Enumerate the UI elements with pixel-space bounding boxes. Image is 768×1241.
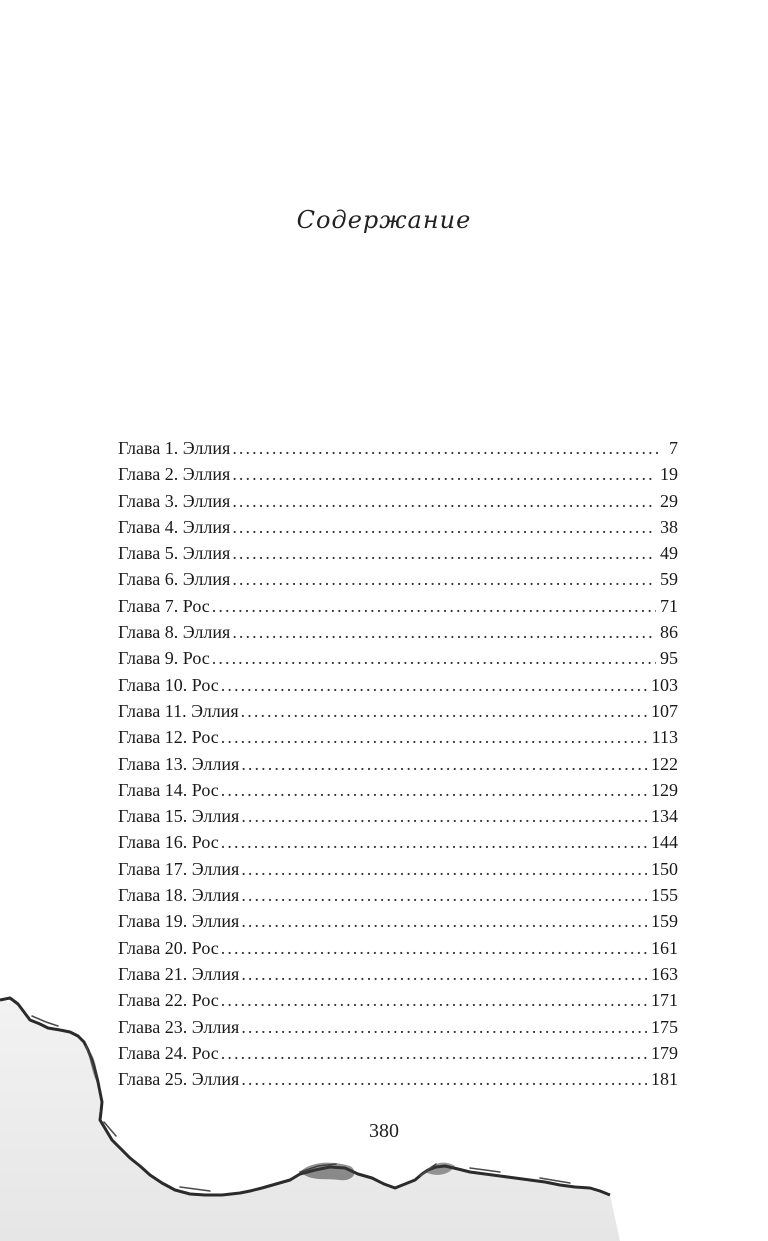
dot-leader: [241, 961, 647, 987]
toc-entry-label: Глава 17. Эллия: [118, 858, 240, 879]
toc-entry-page: 86: [660, 622, 678, 643]
dot-leader: [232, 619, 656, 645]
toc-entry: [118, 751, 678, 777]
dot-leader: [232, 514, 656, 540]
dot-leader: [232, 488, 656, 514]
toc-entry-page: 122: [651, 753, 678, 774]
toc-entry: [118, 645, 678, 671]
toc-entry-label: Глава 6. Эллия: [118, 569, 231, 590]
toc-entry: [118, 777, 678, 803]
dot-leader: [221, 935, 647, 961]
dot-leader: [241, 882, 647, 908]
toc-entry-page: 134: [651, 806, 678, 827]
toc-entry-page: 29: [660, 490, 678, 511]
toc-entry-page: 38: [660, 516, 678, 537]
toc-entry: [118, 514, 678, 540]
toc-entry-page: 155: [651, 885, 678, 906]
toc-entry-page: 150: [651, 858, 678, 879]
toc-entry-label: Глава 3. Эллия: [118, 490, 231, 511]
toc-entry-page: 144: [651, 832, 678, 853]
toc-entry-page: 171: [651, 990, 678, 1011]
dot-leader: [241, 751, 647, 777]
toc-entry-label: Глава 11. Эллия: [118, 700, 239, 721]
toc-entry-label: Глава 23. Эллия: [118, 1016, 240, 1037]
toc-entry-page: 159: [651, 911, 678, 932]
toc-entry-label: Глава 2. Эллия: [118, 464, 231, 485]
toc-entry-page: 181: [651, 1069, 678, 1090]
toc-entry-label: Глава 5. Эллия: [118, 543, 231, 564]
toc-entry-label: Глава 8. Эллия: [118, 622, 231, 643]
toc-entry-page: 129: [651, 779, 678, 800]
toc-entry-label: Глава 19. Эллия: [118, 911, 240, 932]
toc-entry: [118, 540, 678, 566]
toc-entry-label: Глава 15. Эллия: [118, 806, 240, 827]
dot-leader: [241, 698, 647, 724]
toc-entry-page: 107: [651, 700, 678, 721]
toc-entry: [118, 672, 678, 698]
toc-entry: [118, 882, 678, 908]
toc-entry-label: Глава 4. Эллия: [118, 516, 231, 537]
dot-leader: [232, 461, 656, 487]
dot-leader: [221, 829, 647, 855]
toc-entry: [118, 856, 678, 882]
toc-entry: [118, 961, 678, 987]
toc-entry-page: 175: [651, 1016, 678, 1037]
dot-leader: [241, 803, 647, 829]
toc-entry-page: 179: [651, 1042, 678, 1063]
toc-entry-label: Глава 1. Эллия: [118, 438, 231, 458]
toc-entry-label: Глава 12. Рос: [118, 727, 219, 748]
dot-leader: [212, 593, 656, 619]
toc-entry-label: Глава 24. Рос: [118, 1042, 219, 1063]
toc-entry: [118, 461, 678, 487]
toc-entry: [118, 829, 678, 855]
toc-entry-page: 71: [660, 595, 678, 616]
toc-entry-page: 161: [651, 937, 678, 958]
ink-wash-decoration: [0, 990, 768, 1241]
toc-entry: [118, 488, 678, 514]
page-number: 380: [369, 1120, 399, 1142]
toc-entry: [118, 566, 678, 592]
toc-entry-page: 95: [660, 648, 678, 669]
toc-entry-label: Глава 21. Эллия: [118, 963, 240, 984]
toc-entry-page: 59: [660, 569, 678, 590]
toc-entry: [118, 908, 678, 934]
dot-leader: [232, 435, 660, 461]
dot-leader: [221, 724, 648, 750]
dot-leader: [221, 777, 647, 803]
toc-entry-label: Глава 14. Рос: [118, 779, 219, 800]
dot-leader: [232, 540, 656, 566]
toc-entry: [118, 435, 678, 461]
contents-title: Содержание: [296, 206, 472, 234]
toc-entry: [118, 593, 678, 619]
toc-entry: [118, 619, 678, 645]
toc-entry: [118, 803, 678, 829]
dot-leader: [221, 672, 647, 698]
toc-entry-label: Глава 9. Рос: [118, 648, 210, 669]
toc-entry: [118, 724, 678, 750]
toc-entry-page: 113: [651, 727, 678, 748]
toc-entry-label: Глава 18. Эллия: [118, 885, 240, 906]
toc-entry: [118, 935, 678, 961]
toc-entry-page: 103: [651, 674, 678, 695]
toc-entry-label: Глава 16. Рос: [118, 832, 219, 853]
toc-entry-page: 49: [660, 543, 678, 564]
toc-entry-label: Глава 25. Эллия: [118, 1069, 240, 1090]
toc-entry-label: Глава 10. Рос: [118, 674, 219, 695]
toc-entry-page: 7: [669, 438, 678, 458]
toc-entry-label: Глава 20. Рос: [118, 937, 219, 958]
toc-entry-label: Глава 13. Эллия: [118, 753, 240, 774]
toc-entry-label: Глава 7. Рос: [118, 595, 210, 616]
toc-entry-page: 163: [651, 963, 678, 984]
dot-leader: [232, 566, 656, 592]
dot-leader: [241, 856, 647, 882]
dot-leader: [241, 908, 647, 934]
toc-entry-page: 19: [660, 464, 678, 485]
toc-entry-label: Глава 22. Рос: [118, 990, 219, 1011]
dot-leader: [212, 645, 656, 671]
toc-entry: [118, 698, 678, 724]
